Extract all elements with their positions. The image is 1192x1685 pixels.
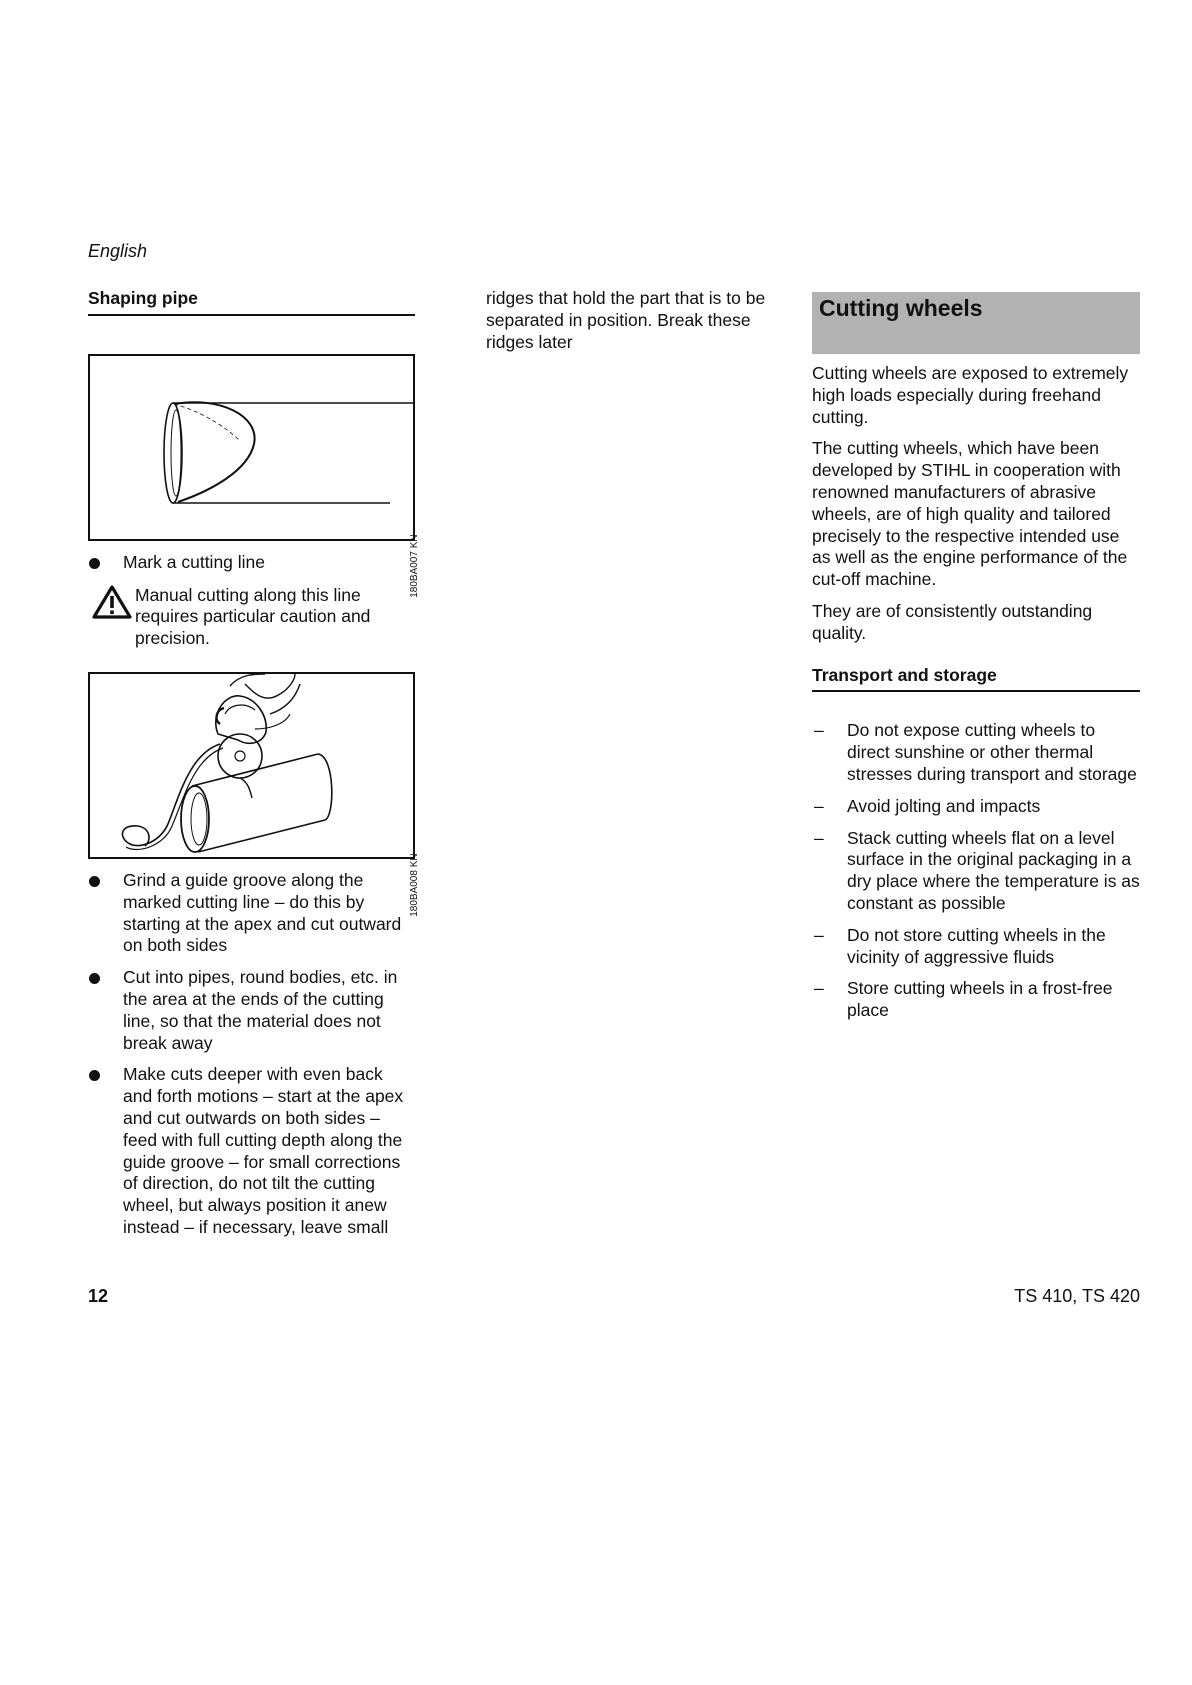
list-item bbox=[812, 796, 1140, 818]
figure-code-2: 180BA008 KN bbox=[409, 852, 420, 917]
bullet-dot-icon bbox=[89, 876, 100, 887]
list-item-text: Avoid jolting and impacts bbox=[847, 795, 1041, 816]
bullet-text: Grind a guide groove along the marked cutting line – do this by starting at the apex and cut outward on both sides bbox=[123, 869, 402, 956]
bullet-dot-icon bbox=[89, 558, 100, 569]
transport-storage-heading: Transport and storage bbox=[812, 665, 1140, 693]
list-item bbox=[88, 870, 415, 957]
dash-marker: – bbox=[814, 978, 824, 999]
dash-marker: – bbox=[814, 827, 824, 848]
page-number: 12 bbox=[88, 1286, 109, 1306]
continuation-text: ridges that hold the part that is to be separated in position. Break these ridges later bbox=[486, 288, 766, 352]
list-item bbox=[812, 828, 1140, 915]
dash-marker: – bbox=[814, 720, 824, 741]
dash-marker: – bbox=[814, 795, 824, 816]
right-column bbox=[812, 292, 1140, 1022]
model-label: TS 410, TS 420 bbox=[1014, 1286, 1140, 1306]
dash-marker: – bbox=[814, 924, 824, 945]
left-column bbox=[88, 288, 420, 1239]
bullet-text: Mark a cutting line bbox=[123, 551, 266, 572]
warning-triangle-icon bbox=[92, 585, 132, 619]
warning-text: Manual cutting along this line requires particular caution and precision. bbox=[135, 584, 371, 649]
bullet-text: Cut into pipes, round bodies, etc. in the area at the ends of the cutting line, so that the material does not break away bbox=[123, 967, 398, 1053]
list-item bbox=[812, 978, 1140, 1022]
cutting-machine-illustration bbox=[90, 674, 413, 857]
paragraph: Cutting wheels are exposed to extremely high loads especially during freehand cutting. bbox=[812, 363, 1129, 427]
shaping-pipe-heading: Shaping pipe bbox=[88, 288, 415, 316]
bullet-dot-icon bbox=[89, 973, 100, 984]
bullet-text: Make cuts deeper with even back and forth motions – start at the apex and cut outwards on both sides – feed with full cutting depth along the guide groove – for small corrections of direction, do not tilt the cutting wheel, but always position it anew instead – if necessary, leave small bbox=[123, 1064, 404, 1237]
list-item bbox=[812, 720, 1140, 785]
pipe-line-illustration bbox=[90, 356, 413, 539]
list-item bbox=[812, 925, 1140, 969]
language-label: English bbox=[88, 241, 148, 261]
list-item bbox=[88, 1064, 415, 1238]
middle-column bbox=[486, 288, 786, 353]
list-item-text: Stack cutting wheels flat on a level surface in the original packaging in a dry place where the temperature is as constant as possible bbox=[847, 827, 1140, 913]
storage-list bbox=[812, 720, 1140, 1022]
list-item bbox=[88, 967, 415, 1054]
list-item-text: Do not store cutting wheels in the vicinity of aggressive fluids bbox=[847, 924, 1106, 967]
warning-note bbox=[88, 585, 415, 650]
paragraph: They are of consistently outstanding quality. bbox=[812, 600, 1093, 643]
paragraph: The cutting wheels, which have been developed by STIHL in cooperation with renowned manufacturers of abrasive wheels, are of high quality and tailored precisely to the respective intended use as well as the engine performance of the cut-off machine. bbox=[812, 438, 1128, 590]
figure-code-1: 180BA007 KN bbox=[409, 534, 420, 599]
list-item-text: Store cutting wheels in a frost-free place bbox=[847, 978, 1113, 1021]
bullet-dot-icon bbox=[89, 1070, 100, 1081]
list-item-text: Do not expose cutting wheels to direct sunshine or other thermal stresses during transport and storage bbox=[847, 720, 1137, 784]
list-item bbox=[88, 552, 415, 574]
section-title: Cutting wheels bbox=[812, 292, 1140, 354]
